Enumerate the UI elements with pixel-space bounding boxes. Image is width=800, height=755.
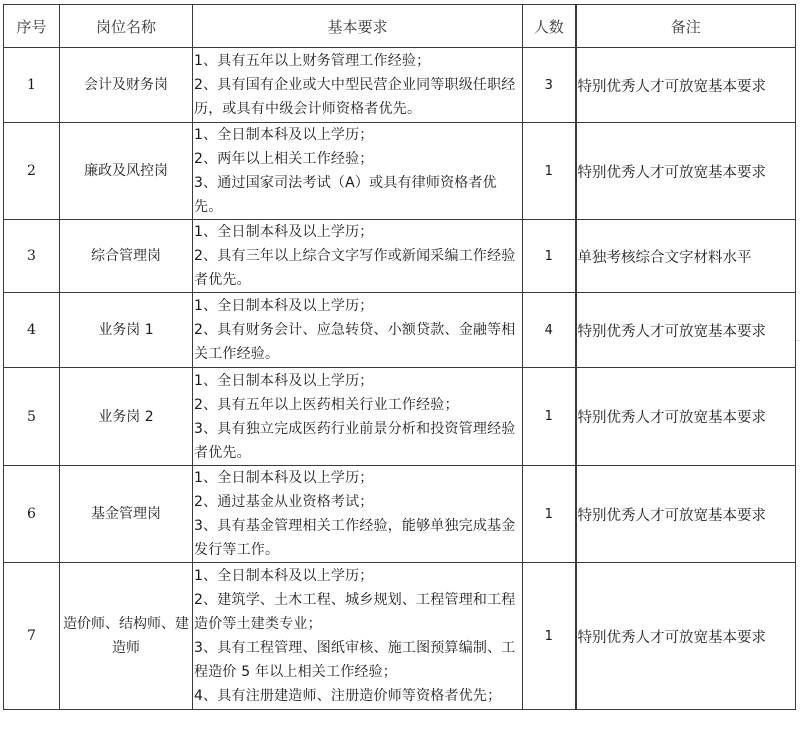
requirement-line: 3、通过国家司法考试（A）或具有律师资格者优先。 (194, 175, 497, 215)
row-requirements (193, 123, 523, 220)
row-remarks: 特别优秀人才可放宽基本要求 (576, 466, 796, 563)
row-requirements (193, 368, 523, 466)
header-position: 岗位名称 (60, 5, 193, 48)
row-remarks: 特别优秀人才可放宽基本要求 (576, 563, 796, 710)
row-count: 3 (523, 48, 576, 123)
requirement-line: 2、建筑学、土木工程、城乡规划、工程管理和工程造价等土建类专业； (194, 592, 516, 632)
row-count: 1 (523, 563, 576, 710)
row-index: 2 (4, 123, 60, 220)
job-requirements-table-container (3, 4, 796, 710)
row-count: 1 (523, 368, 576, 466)
header-index: 序号 (4, 5, 60, 48)
row-position: 业务岗 2 (60, 368, 193, 466)
row-count: 1 (523, 220, 576, 293)
table-row (4, 123, 796, 220)
table-row (4, 220, 796, 293)
table-row (4, 466, 796, 563)
table-row (4, 563, 796, 710)
row-index: 3 (4, 220, 60, 293)
row-position: 综合管理岗 (60, 220, 193, 293)
row-index: 5 (4, 368, 60, 466)
row-remarks: 特别优秀人才可放宽基本要求 (576, 48, 796, 123)
row-position: 造价师、结构师、建造师 (60, 563, 193, 710)
row-requirements (193, 220, 523, 293)
requirement-line: 1、全日制本科及以上学历； (194, 372, 374, 389)
requirement-line: 3、具有工程管理、图纸审核、施工图预算编制、工程造价 5 年以上相关工作经验； (194, 640, 516, 680)
table-row (4, 293, 796, 368)
requirement-line: 2、具有五年以上医药相关行业工作经验； (194, 396, 459, 413)
row-index: 7 (4, 563, 60, 710)
requirement-line: 2、具有三年以上综合文字写作或新闻采编工作经验者优先。 (194, 248, 516, 288)
edge-artifact (796, 340, 800, 341)
requirement-line: 1、全日制本科及以上学历； (194, 224, 374, 240)
row-count: 1 (523, 123, 576, 220)
row-remarks: 单独考核综合文字材料水平 (576, 220, 796, 293)
row-remarks: 特别优秀人才可放宽基本要求 (576, 368, 796, 466)
table-header-row (4, 5, 796, 48)
row-remarks: 特别优秀人才可放宽基本要求 (576, 123, 796, 220)
requirement-line: 4、具有注册建造师、注册造价师等资格者优先； (194, 688, 502, 704)
requirement-line: 3、具有基金管理相关工作经验，能够单独完成基金发行等工作。 (194, 518, 516, 558)
row-count: 1 (523, 466, 576, 563)
header-count: 人数 (523, 5, 576, 48)
header-requirements: 基本要求 (193, 5, 523, 48)
row-count: 4 (523, 293, 576, 368)
requirement-line: 2、两年以上相关工作经验； (194, 151, 374, 167)
row-position: 业务岗 1 (60, 293, 193, 368)
table-row (4, 48, 796, 123)
requirement-line: 1、全日制本科及以上学历； (194, 298, 374, 314)
requirement-line: 2、具有财务会计、应急转贷、小额贷款、金融等相关工作经验。 (194, 322, 516, 362)
table-row (4, 368, 796, 466)
row-requirements (193, 293, 523, 368)
requirement-line: 1、全日制本科及以上学历； (194, 568, 374, 584)
row-position: 基金管理岗 (60, 466, 193, 563)
requirement-line: 2、通过基金从业资格考试； (194, 494, 374, 510)
job-requirements-table (3, 4, 796, 710)
row-requirements (193, 563, 523, 710)
row-index: 4 (4, 293, 60, 368)
row-position: 廉政及风控岗 (60, 123, 193, 220)
requirement-line: 1、全日制本科及以上学历； (194, 470, 374, 486)
requirement-line: 3、具有独立完成医药行业前景分析和投资管理经验者优先。 (194, 420, 516, 461)
row-requirements (193, 466, 523, 563)
requirement-line: 1、具有五年以上财务管理工作经验； (194, 53, 431, 69)
row-index: 1 (4, 48, 60, 123)
row-position: 会计及财务岗 (60, 48, 193, 123)
row-remarks: 特别优秀人才可放宽基本要求 (576, 293, 796, 368)
row-index: 6 (4, 466, 60, 563)
requirement-line: 2、具有国有企业或大中型民营企业同等职级任职经历，或具有中级会计师资格者优先。 (194, 77, 516, 117)
row-requirements (193, 48, 523, 123)
header-remarks: 备注 (576, 5, 796, 48)
requirement-line: 1、全日制本科及以上学历； (194, 127, 374, 143)
